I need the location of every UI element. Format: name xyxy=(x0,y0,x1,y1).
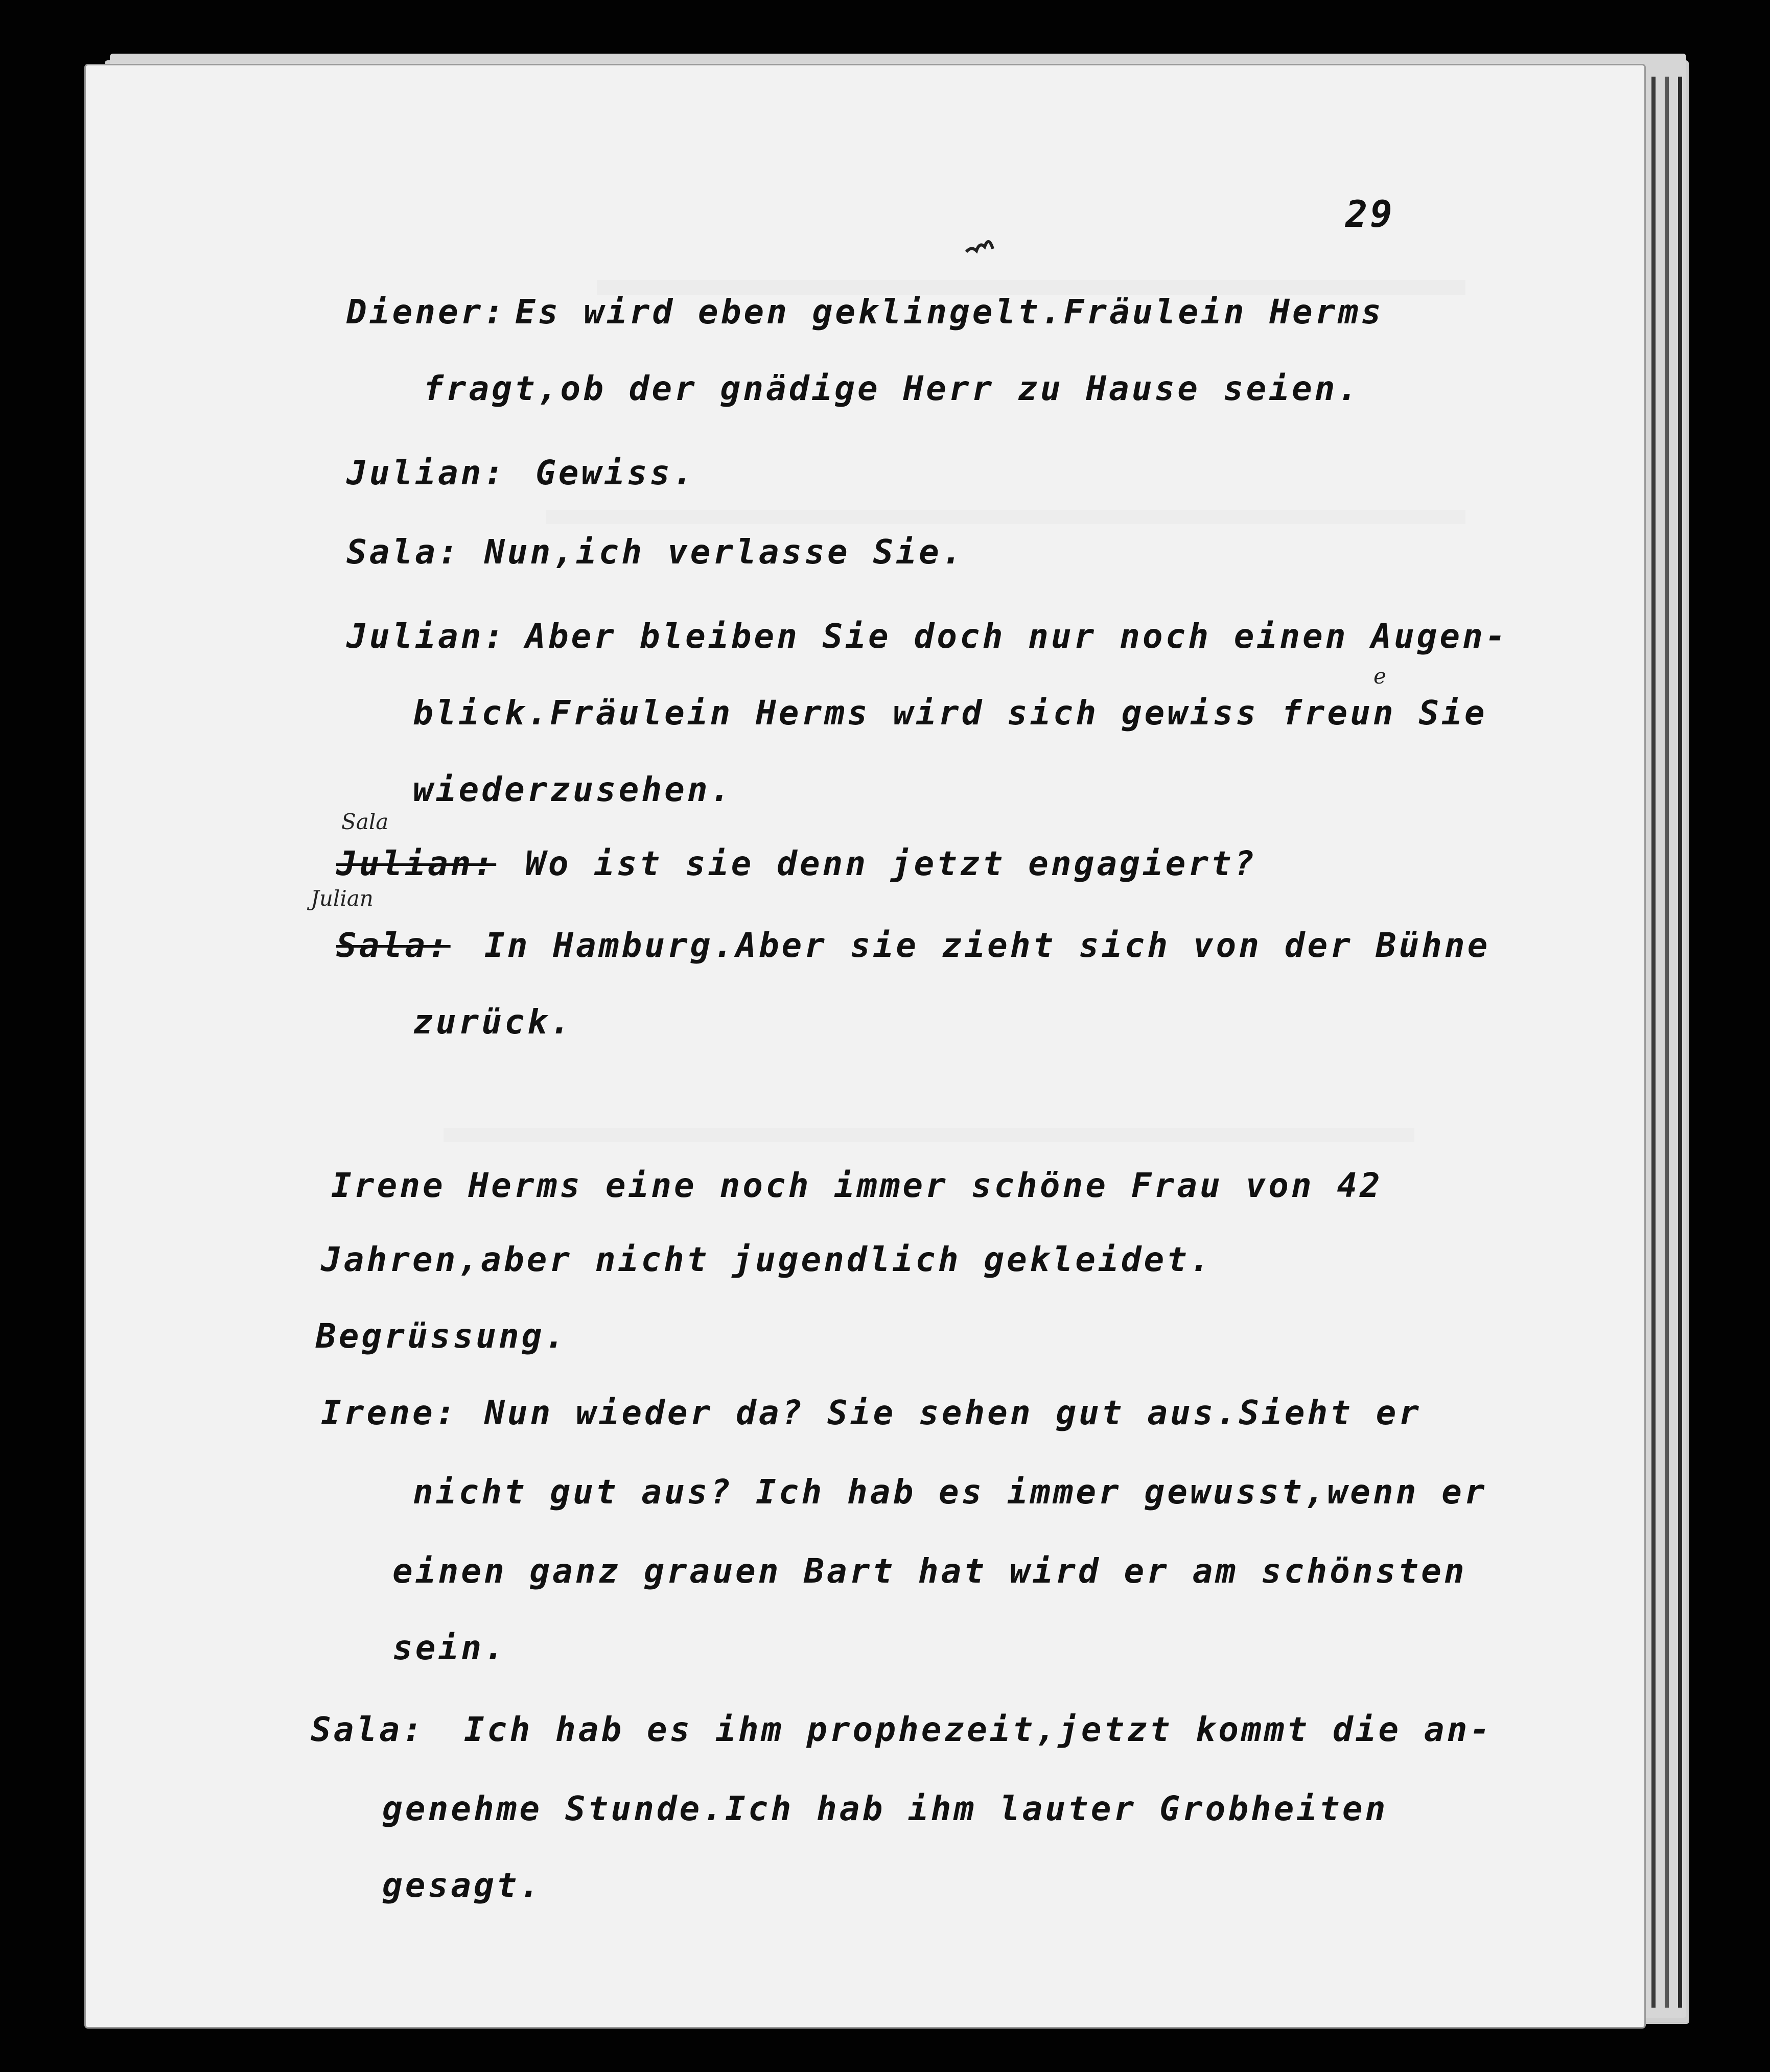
handwritten-insertion: e xyxy=(1373,664,1386,689)
dialogue-line: fragt,ob der gnädige Herr zu Hause seien. xyxy=(423,369,1361,408)
bleed-through-mark xyxy=(444,1128,1414,1142)
dialogue-line: Es wird eben geklingelt.Fräulein Herms xyxy=(515,292,1384,332)
bleed-through-mark xyxy=(546,510,1465,524)
dialogue-line: blick.Fräulein Herms wird sich gewiss freun Sie xyxy=(413,693,1487,733)
dialogue-line: genehme Stunde.Ich hab ihm lauter Grobheiten xyxy=(382,1789,1388,1828)
dialogue-line: Gewiss. xyxy=(535,453,696,492)
dialogue-line: Nun,ich verlasse Sie. xyxy=(484,532,965,572)
stage-direction: Jahren,aber nicht jugendlich gekleidet. xyxy=(321,1240,1213,1279)
speaker-label: Diener: xyxy=(346,292,507,332)
struck-speaker-label: Julian: xyxy=(336,844,497,883)
page-edge xyxy=(1678,77,1682,2008)
dialogue-line: zurück. xyxy=(413,1002,573,1042)
dialogue-line: In Hamburg.Aber sie zieht sich von der Bühne xyxy=(484,926,1490,965)
stage-direction: Begrüssung. xyxy=(316,1316,568,1356)
speaker-label: Julian: xyxy=(346,453,507,492)
dialogue-line: sein. xyxy=(392,1628,507,1667)
dialogue-line: gesagt. xyxy=(382,1866,543,1905)
dialogue-line: Aber bleiben Sie doch nur noch einen Augen- xyxy=(525,617,1508,656)
page-edge xyxy=(1651,77,1656,2008)
ink-mark xyxy=(962,231,998,262)
handwritten-correction: Sala xyxy=(341,809,389,834)
typescript-page xyxy=(86,65,1644,2027)
speaker-label: Irene: xyxy=(321,1393,458,1432)
dialogue-line: Nun wieder da? Sie sehen gut aus.Sieht er xyxy=(484,1393,1422,1432)
dialogue-line: nicht gut aus? Ich hab es immer gewusst,wenn er xyxy=(413,1472,1487,1512)
handwritten-correction: Julian xyxy=(311,886,374,911)
page-edge xyxy=(1665,77,1669,2008)
dialogue-line: wiederzusehen. xyxy=(413,770,733,809)
dialogue-line: Ich hab es ihm prophezeit,jetzt kommt die an- xyxy=(464,1710,1493,1749)
page-number: 29 xyxy=(1345,193,1395,236)
speaker-label: Julian: xyxy=(346,617,507,656)
dialogue-line: einen ganz grauen Bart hat wird er am schönsten xyxy=(392,1551,1467,1591)
stage-direction: Irene Herms eine noch immer schöne Frau von 42 xyxy=(331,1166,1383,1205)
struck-speaker-label: Sala: xyxy=(336,926,451,965)
speaker-label: Sala: xyxy=(311,1710,425,1749)
dialogue-line: Wo ist sie denn jetzt engagiert? xyxy=(525,844,1257,883)
speaker-label: Sala: xyxy=(346,532,461,572)
